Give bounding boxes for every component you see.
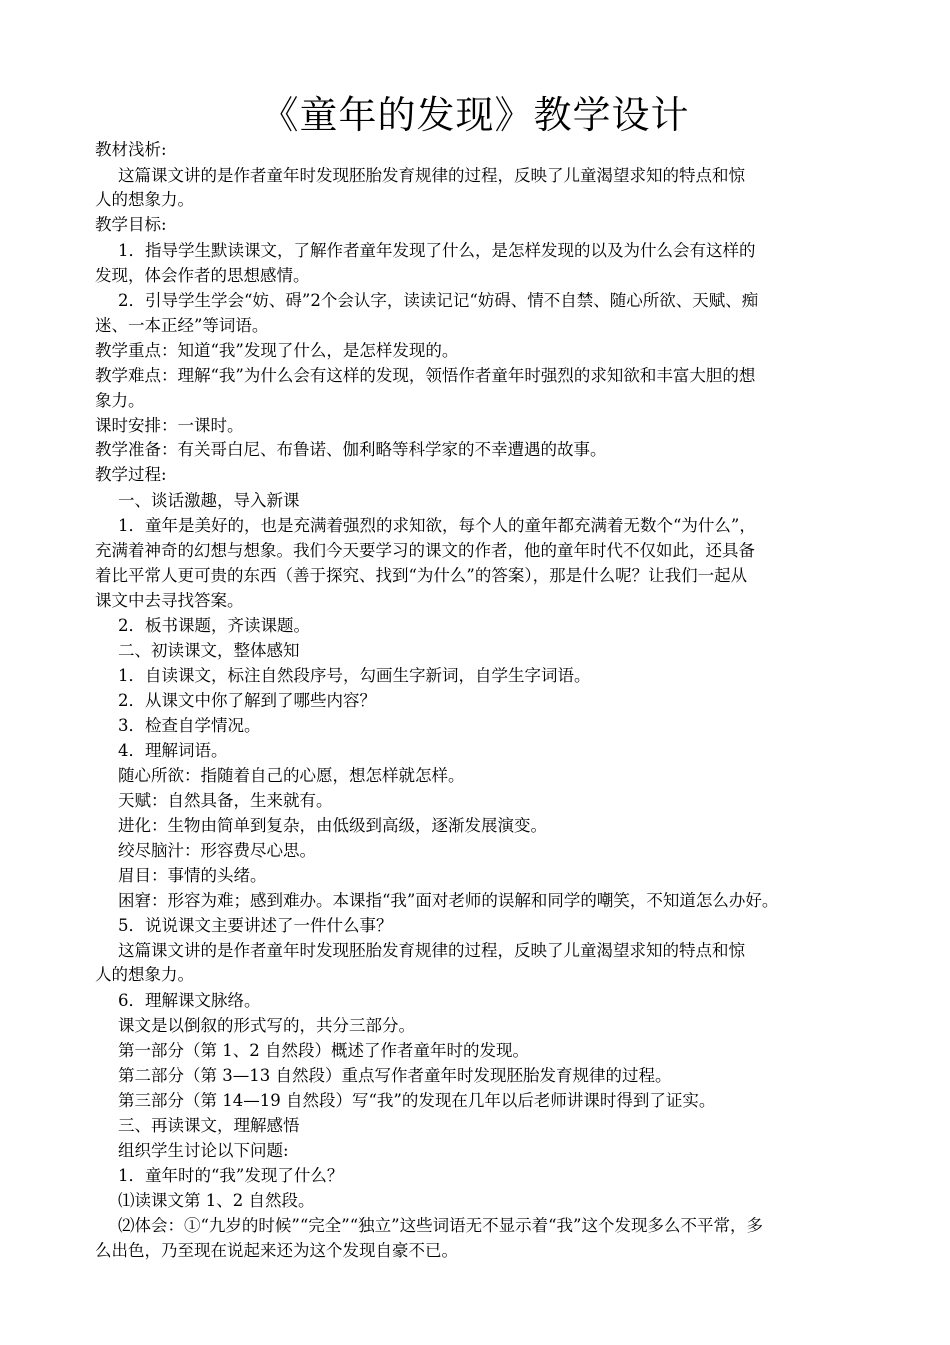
heading-key-points: 教学重点：知道“我”发现了什么，是怎样发现的。 bbox=[95, 341, 459, 360]
vocabulary-item: 随心所欲：指随着自己的心愿，想怎样就怎样。 bbox=[118, 766, 465, 785]
paragraph-line: 第二部分（第 3—13 自然段）重点写作者童年时发现胚胎发育规律的过程。 bbox=[118, 1066, 672, 1085]
heading-teaching-goals: 教学目标: bbox=[95, 215, 167, 234]
list-item: 2．从课文中你了解到了哪些内容？ bbox=[118, 691, 376, 710]
paragraph-line: 迷、一本正经”等词语。 bbox=[95, 316, 269, 335]
vocabulary-item: 困窘：形容为难；感到难办。本课指“我”面对老师的误解和同学的嘲笑，不知道怎么办好。 bbox=[118, 891, 779, 910]
vocabulary-item: 眉目：事情的头绪。 bbox=[118, 866, 267, 885]
paragraph-line: 么出色，乃至现在说起来还为这个发现自豪不已。 bbox=[95, 1241, 458, 1260]
paragraph-line: 人的想象力。 bbox=[95, 965, 194, 984]
heading-textbook-analysis: 教材浅析: bbox=[95, 140, 167, 159]
list-item: 4．理解词语。 bbox=[118, 741, 228, 760]
list-item: 6．理解课文脉络。 bbox=[118, 991, 261, 1010]
list-item: 1．自读课文，标注自然段序号，勾画生字新词，自学生字词语。 bbox=[118, 666, 591, 685]
vocabulary-item: 绞尽脑汁：形容费尽心思。 bbox=[118, 841, 316, 860]
paragraph-line: 1．指导学生默读课文，了解作者童年发现了什么，是怎样发现的以及为什么会有这样的 bbox=[118, 241, 756, 260]
list-item: ⑴读课文第 1、2 自然段。 bbox=[118, 1191, 315, 1210]
paragraph-line: 1．童年是美好的，也是充满着强烈的求知欲，每个人的童年都充满着无数个“为什么”， bbox=[118, 516, 756, 535]
list-item: 3．检查自学情况。 bbox=[118, 716, 261, 735]
paragraph-line: 充满着神奇的幻想与想象。我们今天要学习的课文的作者，他的童年时代不仅如此，还具备 bbox=[95, 541, 755, 560]
heading-teaching-process: 教学过程: bbox=[95, 465, 167, 484]
vocabulary-item: 进化：生物由简单到复杂，由低级到高级，逐渐发展演变。 bbox=[118, 816, 547, 835]
section-heading: 三、再读课文，理解感悟 bbox=[118, 1116, 300, 1135]
paragraph-line: 人的想象力。 bbox=[95, 190, 194, 209]
paragraph-line: 这篇课文讲的是作者童年时发现胚胎发育规律的过程，反映了儿童渴望求知的特点和惊 bbox=[118, 941, 745, 960]
heading-schedule: 课时安排：一课时。 bbox=[95, 416, 244, 435]
section-heading: 一、谈话激趣，导入新课 bbox=[118, 491, 300, 510]
paragraph-line: 发现，体会作者的思想感情。 bbox=[95, 266, 310, 285]
paragraph-line: 第一部分（第 1、2 自然段）概述了作者童年时的发现。 bbox=[118, 1041, 529, 1060]
paragraph-line: 象力。 bbox=[95, 391, 145, 410]
paragraph-line: 组织学生讨论以下问题: bbox=[118, 1141, 289, 1160]
list-item: 1．童年时的“我”发现了什么？ bbox=[118, 1166, 344, 1185]
vocabulary-item: 天赋：自然具备，生来就有。 bbox=[118, 791, 333, 810]
paragraph-line: 课文中去寻找答案。 bbox=[95, 591, 244, 610]
paragraph-line: ⑵体会：①“九岁的时候”“完全”“独立”这些词语无不显示着“我”这个发现多么不平常，多 bbox=[118, 1216, 763, 1235]
paragraph-line: 这篇课文讲的是作者童年时发现胚胎发育规律的过程，反映了儿童渴望求知的特点和惊 bbox=[118, 166, 745, 185]
heading-difficult-points: 教学难点：理解“我”为什么会有这样的发现，领悟作者童年时强烈的求知欲和丰富大胆的想 bbox=[95, 366, 756, 385]
list-item: 5．说说课文主要讲述了一件什么事？ bbox=[118, 916, 393, 935]
paragraph-line: 着比平常人更可贵的东西（善于探究、找到“为什么”的答案），那是什么呢？让我们一起从 bbox=[95, 566, 748, 585]
section-heading: 二、初读课文，整体感知 bbox=[118, 641, 300, 660]
paragraph-line: 第三部分（第 14—19 自然段）写“我”的发现在几年以后老师讲课时得到了证实。 bbox=[118, 1091, 716, 1110]
paragraph-line: 课文是以倒叙的形式写的，共分三部分。 bbox=[118, 1016, 415, 1035]
document-title: 《童年的发现》教学设计 bbox=[260, 93, 690, 137]
list-item: 2．板书课题，齐读课题。 bbox=[118, 616, 310, 635]
paragraph-line: 2．引导学生学会“妨、碍”2个会认字，读读记记“妨碍、情不自禁、随心所欲、天赋、痴 bbox=[118, 291, 759, 310]
heading-preparation: 教学准备：有关哥白尼、布鲁诺、伽利略等科学家的不幸遭遇的故事。 bbox=[95, 440, 607, 459]
